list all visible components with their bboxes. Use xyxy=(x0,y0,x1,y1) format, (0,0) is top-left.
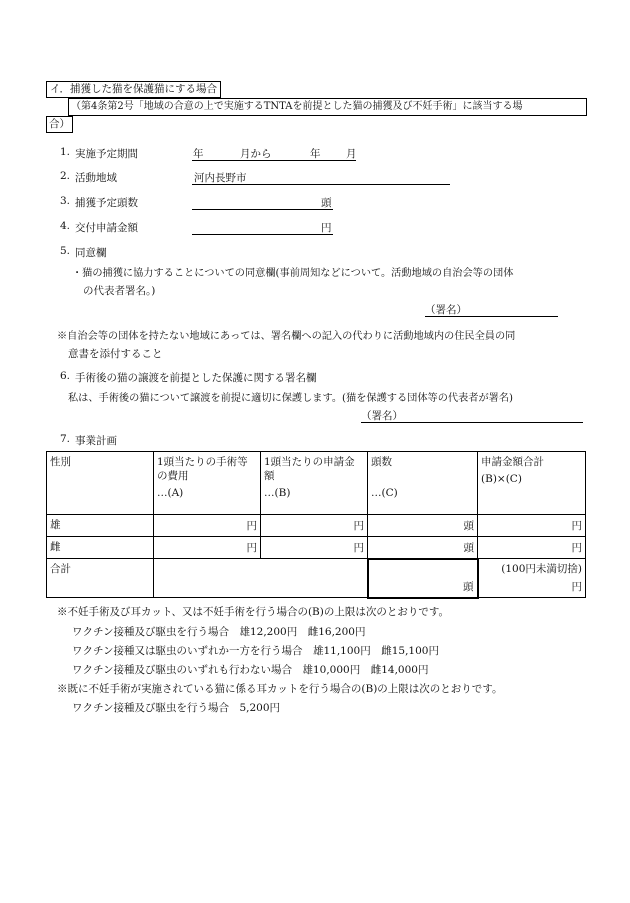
item1-label: 実施予定期間 xyxy=(75,148,138,160)
note-line2: 意書を添付すること xyxy=(68,348,163,360)
item4-label: 交付申請金額 xyxy=(75,222,138,234)
header-total: 申請金額合計 (B)×(C) xyxy=(478,452,586,515)
item5-number: 5. xyxy=(60,245,71,257)
item6-signature-line[interactable] xyxy=(361,408,583,423)
section-subheading-line2: 合） xyxy=(49,118,70,130)
fee-line-3: ワクチン接種及び駆虫のいずれも行わない場合 雄10,000円 雌14,000円 xyxy=(72,664,429,676)
item2-number: 2. xyxy=(60,170,71,182)
item5-signature-label: （署名） xyxy=(425,304,467,316)
section-subheading-line2-box xyxy=(46,116,73,133)
item4-unit: 円 xyxy=(321,222,332,234)
table-row-female xyxy=(47,537,586,559)
item3-count-line[interactable] xyxy=(192,195,333,210)
fee-line-1: ワクチン接種及び駆虫を行う場合 雄12,200円 雌16,200円 xyxy=(72,626,366,638)
item3-unit: 頭 xyxy=(321,197,332,209)
item1-year1: 年 xyxy=(193,148,204,160)
ear-line: ワクチン接種及び駆虫を行う場合 5,200円 xyxy=(72,702,281,714)
ear-note-heading: ※既に不妊手術が実施されている猫に係る耳カットを行う場合の(B)の上限は次のとおりです。 xyxy=(57,683,503,695)
item1-period-line xyxy=(192,146,356,161)
note-line1: ※自治会等の団体を持たない地域にあっては、署名欄への記入の代わりに活動地域内の住民全員の同 xyxy=(57,331,516,342)
header-apply: 1頭当たりの申請金額 …(B) xyxy=(261,452,368,515)
item6-number: 6. xyxy=(60,370,71,382)
section-subheading-line1: （第4条第2号「地域の合意の上で実施するTNTAを前提とした猫の捕獲及び不妊手術」に該当する場 xyxy=(71,101,523,112)
item1-month1: 月から xyxy=(240,148,272,160)
item5-label: 同意欄 xyxy=(75,247,107,259)
item3-number: 3. xyxy=(60,195,71,207)
item5-bullet-line1: ・猫の捕獲に協力することについての同意欄(事前周知などについて。活動地域の自治会等の団体 xyxy=(72,268,514,279)
female-total-cell[interactable]: 円 xyxy=(478,537,586,559)
item1-month2: 月 xyxy=(346,148,357,160)
male-cost-cell[interactable]: 円 xyxy=(154,515,261,537)
male-count-cell[interactable]: 頭 xyxy=(368,515,478,537)
sum-count-cell[interactable]: 頭 xyxy=(368,559,478,598)
fee-note-heading: ※不妊手術及び耳カット、又は不妊手術を行う場合の(B)の上限は次のとおりです。 xyxy=(57,606,450,618)
item5-bullet-line2: の代表者署名。) xyxy=(83,285,156,297)
row-female-label: 雌 xyxy=(47,537,154,559)
section-heading-text: イ．捕獲した猫を保護猫にする場合 xyxy=(50,83,218,95)
female-count-cell[interactable]: 頭 xyxy=(368,537,478,559)
sum-total-cell[interactable]: (100円未満切捨) 円 xyxy=(478,559,586,598)
row-sum-label: 合計 xyxy=(47,559,154,598)
item7-number: 7. xyxy=(60,433,71,445)
male-total-cell[interactable]: 円 xyxy=(478,515,586,537)
item2-area-value: 河内長野市 xyxy=(194,172,247,184)
plan-table xyxy=(46,451,586,599)
section-subheading-box xyxy=(68,98,587,116)
sum-blank-cell xyxy=(154,559,368,598)
header-count: 頭数 …(C) xyxy=(368,452,478,515)
item6-label: 手術後の猫の譲渡を前提とした保護に関する署名欄 xyxy=(75,372,317,384)
fee-line-2: ワクチン接種又は駆虫のいずれか一方を行う場合 雄11,100円 雌15,100円 xyxy=(72,645,439,657)
plan-table-header xyxy=(47,452,586,515)
item1-year2: 年 xyxy=(310,148,321,160)
round-note: (100円未満切捨) xyxy=(501,563,582,575)
item7-label: 事業計画 xyxy=(75,435,117,447)
header-sex: 性別 xyxy=(47,452,154,515)
male-apply-cell[interactable]: 円 xyxy=(261,515,368,537)
item4-amount-line[interactable] xyxy=(192,220,333,235)
female-cost-cell[interactable]: 円 xyxy=(154,537,261,559)
table-row-sum xyxy=(47,559,586,598)
table-row-male xyxy=(47,515,586,537)
item4-number: 4. xyxy=(60,220,71,232)
row-male-label: 雄 xyxy=(47,515,154,537)
section-heading xyxy=(46,81,221,98)
female-apply-cell[interactable]: 円 xyxy=(261,537,368,559)
header-cost: 1頭当たりの手術等の費用 …(A) xyxy=(154,452,261,515)
item2-label: 活動地域 xyxy=(75,172,117,184)
item6-text: 私は、手術後の猫について譲渡を前提に適切に保護します。(猫を保護する団体等の代表者が署名) xyxy=(68,393,513,404)
item6-signature-label: （署名） xyxy=(361,410,403,422)
item1-number: 1. xyxy=(60,146,71,158)
item3-label: 捕獲予定頭数 xyxy=(75,197,138,209)
item5-signature-line[interactable] xyxy=(425,302,558,317)
